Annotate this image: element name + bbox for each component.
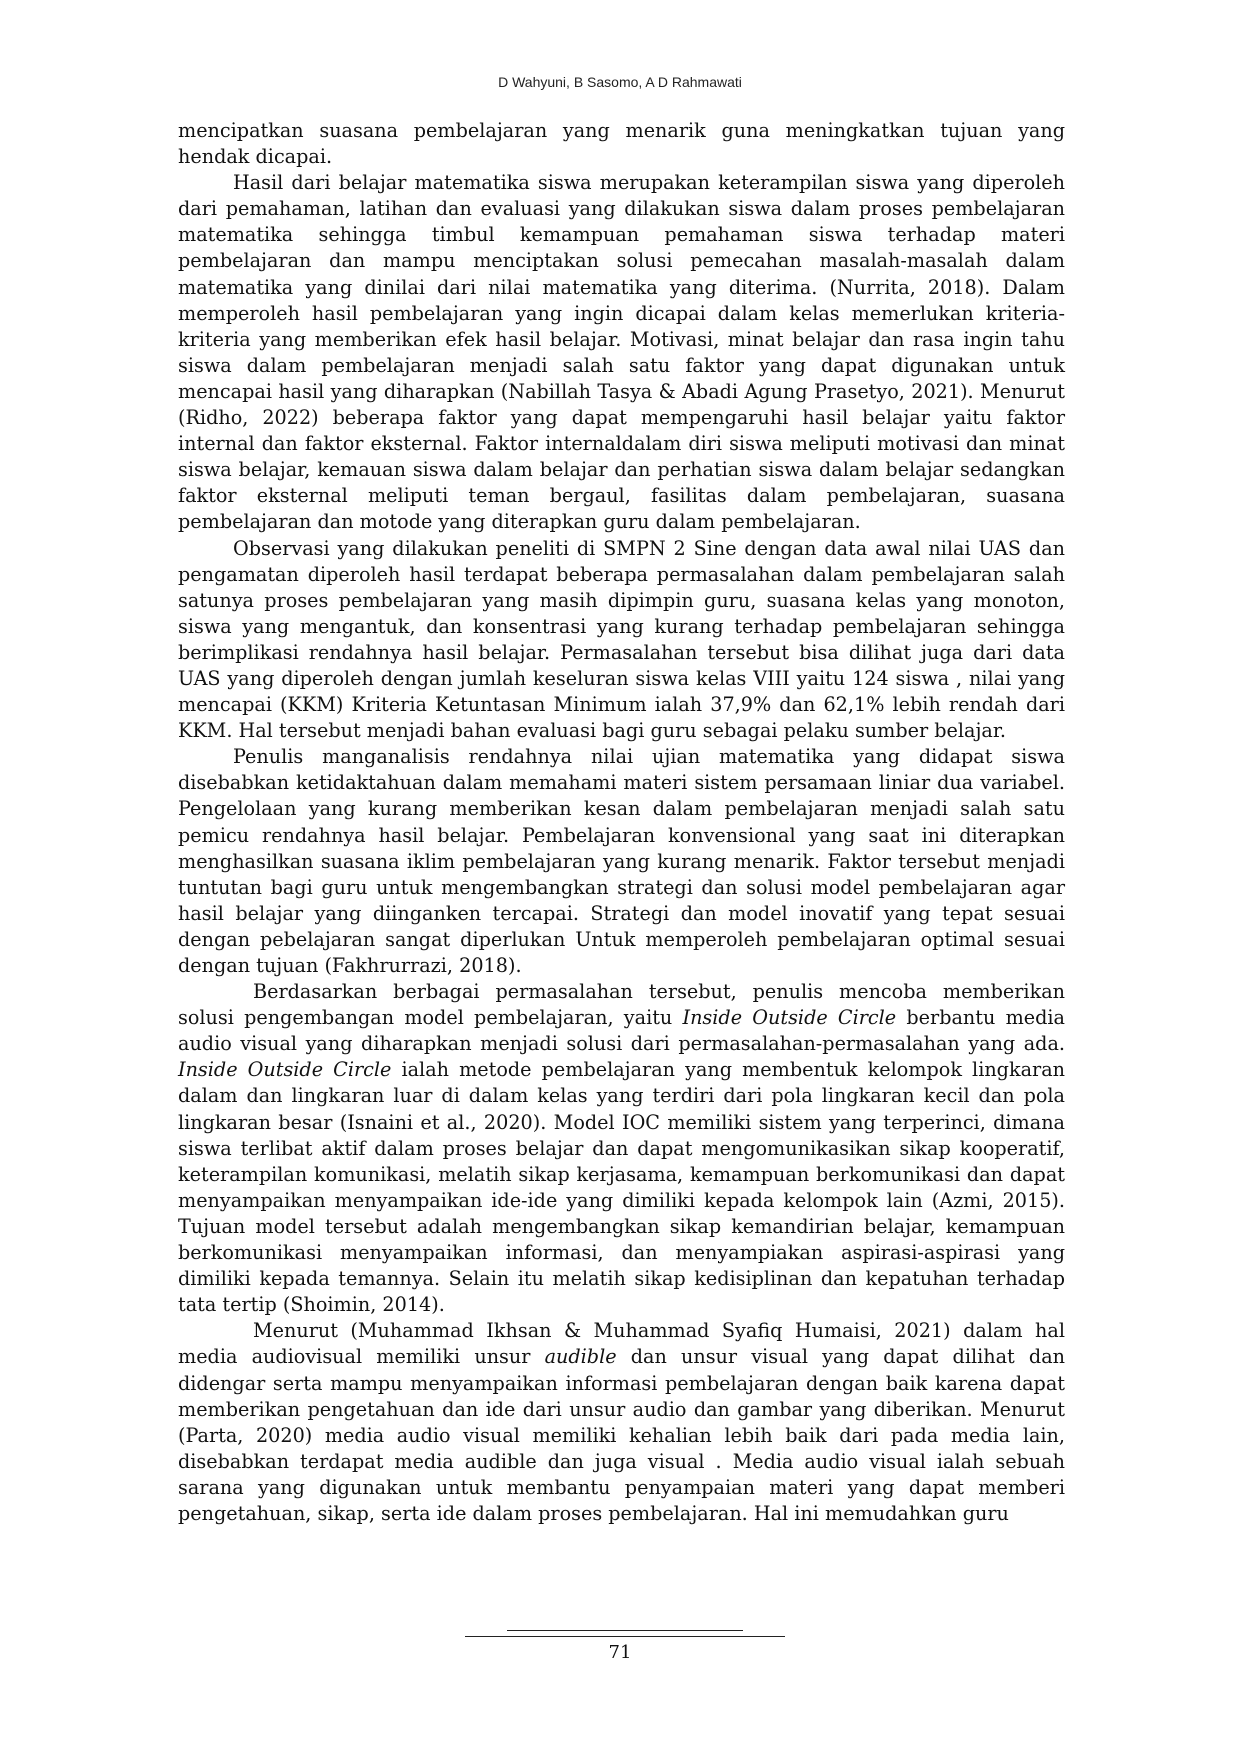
paragraph-analysis: Penulis manganalisis rendahnya nilai ujian matematika yang didapat siswa disebabkan ketidaktahuan dalam memahami materi sistem persamaan liniar dua variabel. Pengelolaan yang kurang memberikan kesan dalam pembelajaran menjadi salah satu pemicu rendahnya hasil belajar. Pembelajaran konvensional yang saat ini diterapkan menghasilkan suasana iklim pembelajaran yang kurang menarik. Faktor tersebut menjadi tuntutan bagi guru untuk mengembangkan strategi dan solusi model pembelajaran agar hasil belajar yang diinganken tercapai. Strategi dan model inovatif yang tepat sesuai dengan pebelajaran sangat diperlukan Untuk memperoleh pembelajaran optimal sesuai dengan tujuan (Fakhrurrazi, 2018). bbox=[178, 745, 1065, 977]
paragraph-observation: Observasi yang dilakukan peneliti di SMPN 2 Sine dengan data awal nilai UAS dan pengamatan diperoleh hasil terdapat beberapa permasalahan dalam pembelajaran salah satunya proses pembelajaran yang masih dipimpin guru, suasana kelas yang monoton, siswa yang mengantuk, dan konsentrasi yang kurang terhadap pembelajaran sehingga berimplikasi rendahnya hasil belajar. Permasalahan tersebut bisa dilihat juga dari data UAS yang diperoleh dengan jumlah keseluran siswa kelas VIII yaitu 124 siswa , nilai yang mencapai (KKM) Kriteria Ketuntasan Minimum ialah 37,9% dan 62,1% lebih rendah dari KKM. Hal tersebut menjadi bahan evaluasi bagi guru sebagai pelaku sumber belajar. bbox=[178, 536, 1065, 743]
page-number: 71 bbox=[608, 1642, 632, 1663]
ioc-term-italic-2: Inside Outside Circle bbox=[178, 1058, 392, 1082]
paragraph-audiovisual bbox=[178, 1318, 1065, 1527]
paragraph-continuation: mencipatkan suasana pembelajaran yang menarik guna meningkatkan tujuan yang hendak dicapai. bbox=[178, 119, 1065, 169]
paragraph-learning-outcomes: Hasil dari belajar matematika siswa merupakan keterampilan siswa yang diperoleh dari pemahaman, latihan dan evaluasi yang dilakukan siswa dalam proses pembelajaran matematika sehingga timbul kemampuan pemahaman siswa terhadap materi pembelajaran dan mampu menciptakan solusi pemecahan masalah-masalah dalam matematika yang dinilai dari nilai matematika yang diterima. (Nurrita, 2018). Dalam memperoleh hasil pembelajaran yang ingin dicapai dalam kelas memerlukan kriteria-kriteria yang memberikan efek hasil belajar. Motivasi, minat belajar dan rasa ingin tahu siswa dalam pembelajaran menjadi salah satu faktor yang dapat digunakan untuk mencapai hasil yang diharapkan (Nabillah Tasya & Abadi Agung Prasetyo, 2021). Menurut (Ridho, 2022) beberapa faktor yang dapat mempengaruhi hasil belajar yaitu faktor internal dan faktor eksternal. Faktor internaldalam diri siswa meliputi motivasi dan minat siswa belajar, kemauan siswa dalam belajar dan perhatian siswa dalam belajar sedangkan faktor eksternal meliputi teman bergaul, fasilitas dalam pembelajaran, suasana pembelajaran dan motode yang diterapkan guru dalam pembelajaran. bbox=[178, 171, 1065, 534]
ioc-text-b: berbantu media audio visual yang diharapkan menjadi solusi dari permasalahan-permasalahan yang ada. bbox=[178, 1006, 1065, 1056]
ioc-text-c: ialah metode pembelajaran yang membentuk kelompok lingkaran dalam dan lingkaran luar di dalam kelas yang terdiri dari pola lingkaran kecil dan pola lingkaran besar (Isnaini et al., 2020). Model IOC memiliki sistem yang terperinci, dimana siswa terlibat aktif dalam proses belajar dan dapat mengomunikasikan sikap kooperatif, keterampilan komunikasi, melatih sikap kerjasama, kemampuan berkomunikasi dan dapat menyampaikan menyampaikan ide-ide yang dimiliki kepada kelompok lain (Azmi, 2015). Tujuan model tersebut adalah mengembangkan sikap kemandirian belajar, kemampuan berkomunikasi menyampaikan informasi, dan menyampiakan aspirasi-aspirasi yang dimiliki kepada temannya. Selain itu melatih sikap kedisiplinan dan kepatuhan terhadap tata tertip (Shoimin, 2014). bbox=[178, 1058, 1066, 1317]
running-head-authors: D Wahyuni, B Sasomo, A D Rahmawati bbox=[498, 74, 742, 90]
body-text bbox=[178, 118, 1065, 1527]
ioc-text-a: Berdasarkan berbagai permasalahan tersebut, penulis mencoba memberikan solusi pengembangan model pembelajaran, yaitu bbox=[178, 980, 1065, 1030]
footer-rule-long bbox=[465, 1636, 785, 1637]
av-term-italic: audible bbox=[544, 1345, 617, 1369]
ioc-term-italic-1: Inside Outside Circle bbox=[682, 1006, 897, 1030]
av-text-a: Menurut (Muhammad Ikhsan & Muhammad Syafiq Humaisi, 2021) dalam hal media audiovisual memiliki unsur bbox=[178, 1319, 1065, 1369]
av-text-b: dan unsur visual yang dapat dilihat dan didengar serta mampu menyampaikan informasi pembelajaran dengan baik karena dapat memberikan pengetahuan dan ide dari unsur audio dan gambar yang diberikan. Menurut (Parta, 2020) media audio visual memiliki kehalian lebih baik dari pada media lain, disebabkan terdapat media audible dan juga visual . Media audio visual ialah sebuah sarana yang digunakan untuk membantu penyampaian materi yang dapat memberi pengetahuan, sikap, serta ide dalam proses pembelajaran. Hal ini memudahkan guru bbox=[178, 1345, 1065, 1525]
paragraph-ioc-model bbox=[178, 979, 1065, 1318]
footer-rule-short bbox=[507, 1630, 743, 1631]
